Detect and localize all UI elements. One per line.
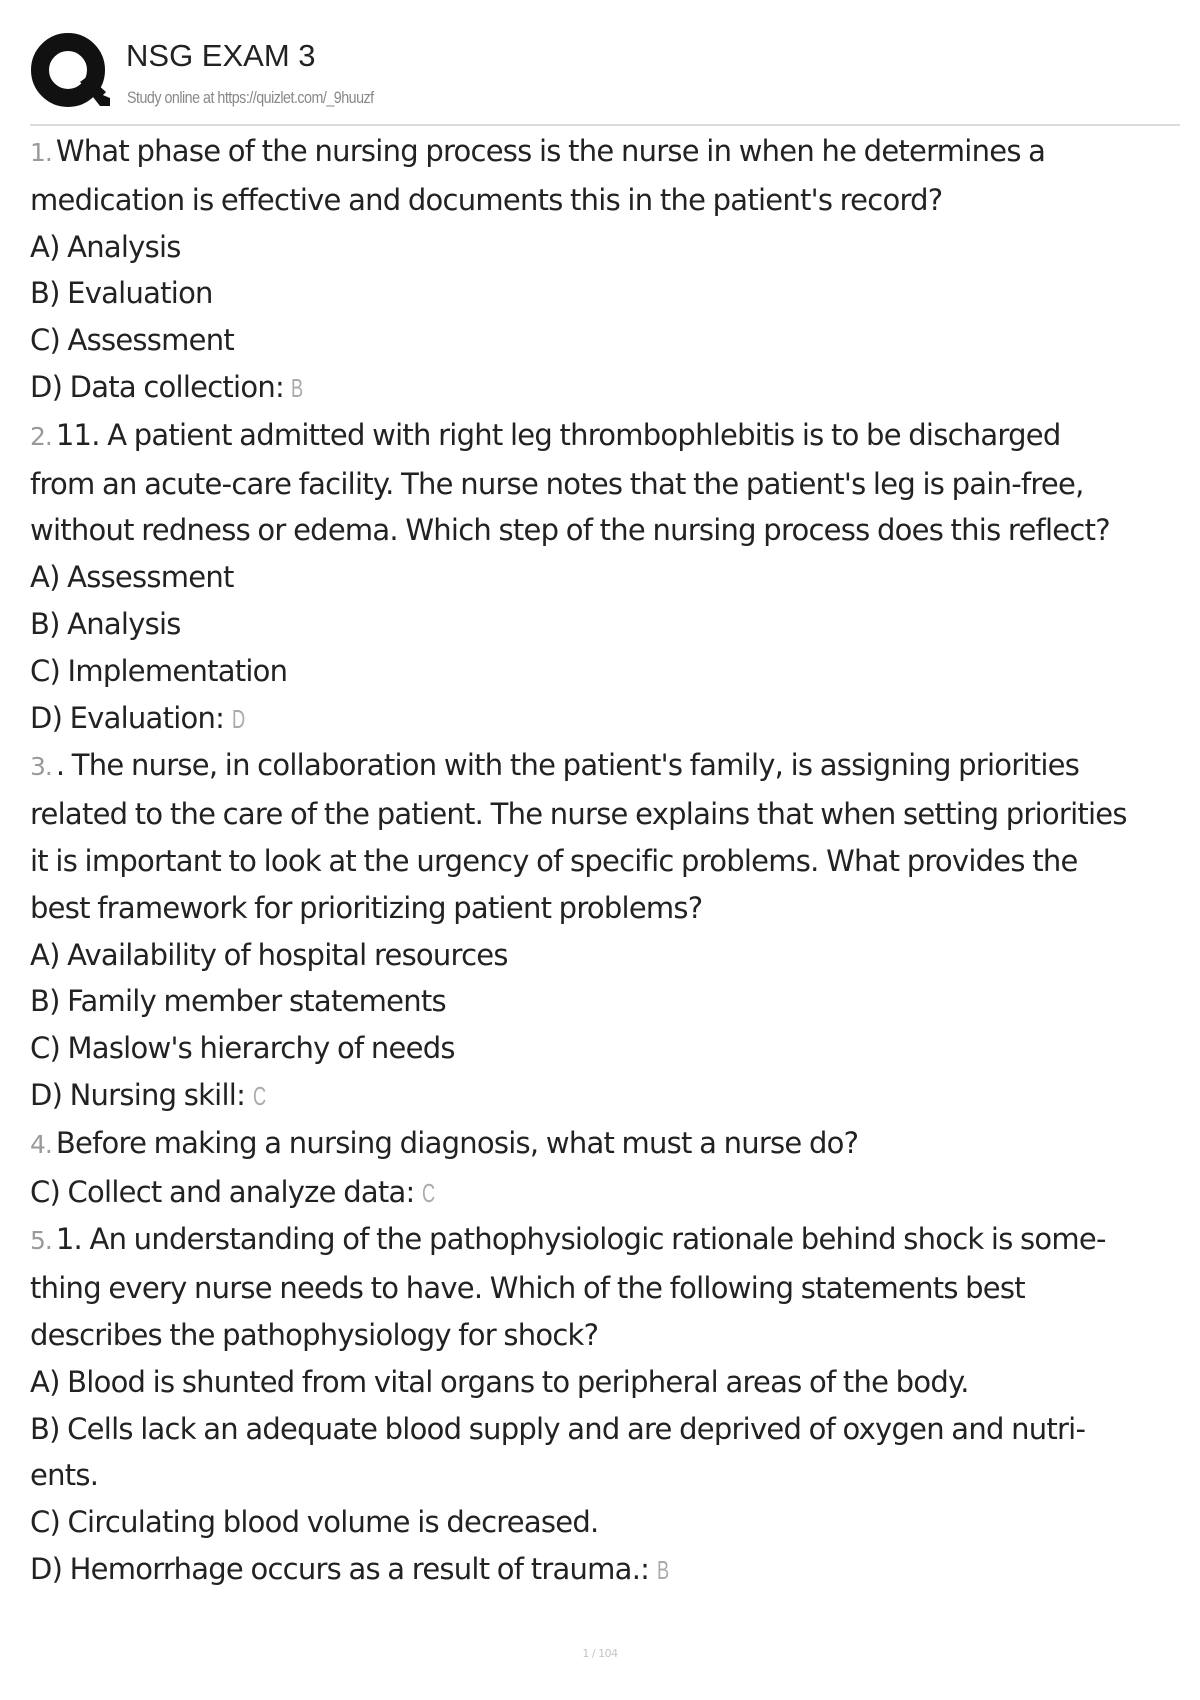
line-text: thing every nurse needs to have. Which of the following statements best — [30, 1271, 1025, 1306]
question-line — [30, 695, 1180, 743]
question-line — [30, 791, 1180, 838]
question-line — [30, 1312, 1180, 1359]
question-line — [30, 270, 1180, 317]
line-text: C) Collect and analyze data: — [30, 1174, 415, 1209]
line-text: 1. An understanding of the pathophysiologic rationale behind shock is some- — [55, 1222, 1106, 1257]
line-text: D) Hemorrhage occurs as a result of trauma.: — [30, 1551, 650, 1586]
question-line — [30, 978, 1180, 1025]
question-line — [30, 554, 1180, 601]
line-text: from an acute-care facility. The nurse notes that the patient's leg is pain-free, — [30, 466, 1084, 501]
line-text: What phase of the nursing process is the nurse in when he determines a — [55, 134, 1046, 168]
answer-key: B — [656, 1554, 669, 1585]
line-text: . The nurse, in collaboration with the patient's family, is assigning priorities — [55, 748, 1080, 783]
question-line — [30, 224, 1180, 271]
question-number: 4. — [30, 1129, 52, 1159]
question-line — [30, 177, 1180, 224]
line-text: without redness or edema. Which step of the nursing process does this reflect? — [30, 513, 1110, 548]
question-line — [30, 648, 1180, 695]
question-item — [30, 742, 1180, 1119]
question-line — [30, 1169, 1180, 1217]
question-line — [30, 1452, 1180, 1499]
question-number: 1. — [30, 138, 52, 167]
line-text: A) Availability of hospital resources — [30, 937, 508, 972]
line-text: D) Evaluation: — [30, 700, 225, 735]
line-text: A) Analysis — [30, 229, 181, 264]
line-text: A) Blood is shunted from vital organs to peripheral areas of the body. — [30, 1364, 969, 1399]
line-text: B) Cells lack an adequate blood supply and are deprived of oxygen and nutri- — [30, 1411, 1086, 1446]
study-online-link[interactable]: Study online at https://quizlet.com/_9huuzf — [127, 88, 374, 107]
line-text: C) Circulating blood volume is decreased. — [30, 1505, 599, 1540]
question-number: 3. — [30, 752, 52, 782]
question-line — [30, 461, 1180, 508]
answer-key: B — [291, 372, 304, 403]
line-text: Before making a nursing diagnosis, what must a nurse do? — [55, 1125, 859, 1160]
question-line — [30, 507, 1180, 554]
question-list — [30, 128, 1180, 1594]
question-line — [30, 932, 1180, 979]
question-text-line — [30, 412, 1180, 461]
line-text: A) Assessment — [30, 560, 234, 595]
question-item — [30, 128, 1180, 412]
question-item — [30, 1216, 1180, 1593]
line-text: best framework for prioritizing patient problems? — [30, 890, 703, 925]
question-line — [30, 1406, 1180, 1453]
question-text-line — [30, 1216, 1180, 1265]
page-number: 1 / 104 — [582, 1647, 618, 1660]
question-line — [30, 364, 1180, 412]
answer-key: C — [422, 1177, 435, 1208]
line-text: D) Data collection: — [30, 369, 284, 404]
question-line — [30, 1025, 1180, 1072]
question-item — [30, 1120, 1180, 1217]
line-text: 11. A patient admitted with right leg thrombophlebitis is to be discharged — [55, 417, 1061, 452]
question-text-line — [30, 128, 1180, 177]
line-text: it is important to look at the urgency of specific problems. What provides the — [30, 843, 1078, 878]
question-line — [30, 1072, 1180, 1120]
answer-key: D — [231, 703, 245, 734]
question-number: 5. — [30, 1226, 52, 1256]
line-text: describes the pathophysiology for shock? — [30, 1317, 599, 1352]
question-text-line — [30, 742, 1180, 791]
question-item — [30, 412, 1180, 743]
question-line — [30, 885, 1180, 932]
answer-key: C — [252, 1080, 266, 1111]
line-text: B) Analysis — [30, 606, 181, 641]
line-text: D) Nursing skill: — [30, 1077, 246, 1112]
document-title: NSG EXAM 3 — [126, 38, 316, 73]
line-text: ents. — [30, 1458, 99, 1493]
question-line — [30, 1546, 1180, 1594]
line-text: B) Family member statements — [30, 984, 446, 1019]
quizlet-logo-icon — [30, 32, 110, 112]
line-text: related to the care of the patient. The nurse explains that when setting priorities — [30, 797, 1127, 832]
question-line — [30, 601, 1180, 648]
question-line — [30, 1265, 1180, 1312]
line-text: C) Assessment — [30, 323, 234, 358]
question-line — [30, 1359, 1180, 1406]
question-number: 2. — [30, 421, 52, 451]
line-text: C) Implementation — [30, 653, 288, 688]
question-line — [30, 838, 1180, 885]
line-text: C) Maslow's hierarchy of needs — [30, 1031, 455, 1066]
question-line — [30, 1499, 1180, 1546]
question-text-line — [30, 1120, 1180, 1169]
page-header — [30, 32, 1180, 126]
question-line — [30, 317, 1180, 364]
line-text: medication is effective and documents this in the patient's record? — [30, 182, 943, 217]
line-text: B) Evaluation — [30, 276, 213, 311]
